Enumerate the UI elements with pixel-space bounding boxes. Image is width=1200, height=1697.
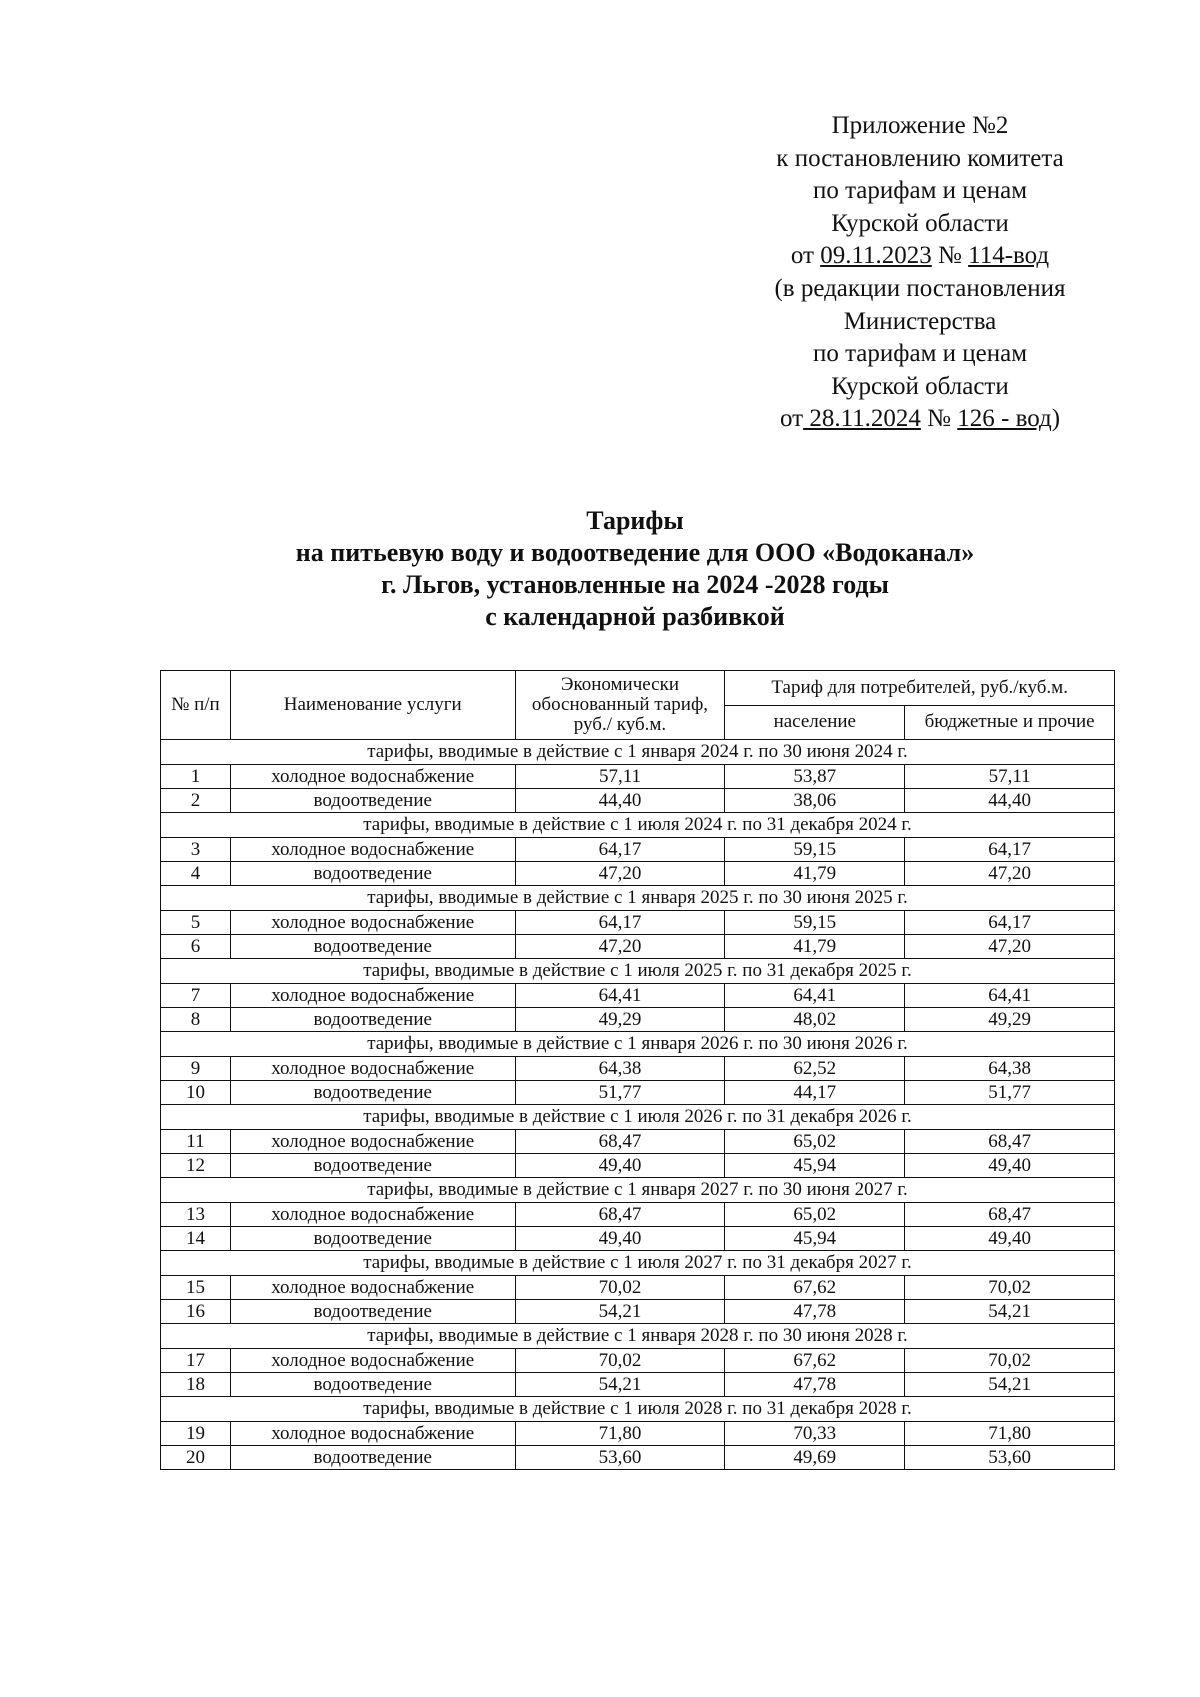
budget-tariff: 64,41 — [905, 984, 1115, 1008]
period-row — [161, 1397, 1115, 1422]
service-name: водоотведение — [230, 1227, 515, 1251]
service-name: водоотведение — [230, 935, 515, 959]
economic-tariff: 47,20 — [515, 862, 725, 886]
period-row — [161, 740, 1115, 765]
service-name: холодное водоснабжение — [230, 765, 515, 789]
population-tariff: 70,33 — [725, 1422, 905, 1446]
economic-tariff: 54,21 — [515, 1300, 725, 1324]
decree-reference — [720, 240, 1120, 273]
budget-tariff: 71,80 — [905, 1422, 1115, 1446]
economic-tariff: 49,29 — [515, 1008, 725, 1032]
population-tariff: 44,17 — [725, 1081, 905, 1105]
budget-tariff: 68,47 — [905, 1203, 1115, 1227]
population-tariff: 38,06 — [725, 789, 905, 813]
document-title — [160, 505, 1110, 633]
table-row — [161, 862, 1115, 886]
period-label: тарифы, вводимые в действие с 1 января 2025 г. по 30 июня 2025 г. — [161, 886, 1115, 911]
decree-date: 09.11.2023 — [820, 242, 932, 270]
header-num: № п/п — [161, 671, 231, 740]
economic-tariff: 70,02 — [515, 1349, 725, 1373]
budget-tariff: 49,29 — [905, 1008, 1115, 1032]
period-row — [161, 959, 1115, 984]
population-tariff: 45,94 — [725, 1154, 905, 1178]
table-row — [161, 984, 1115, 1008]
economic-tariff: 54,21 — [515, 1373, 725, 1397]
service-name: водоотведение — [230, 862, 515, 886]
row-number: 11 — [161, 1130, 231, 1154]
table-row — [161, 1154, 1115, 1178]
period-row — [161, 1032, 1115, 1057]
service-name: водоотведение — [230, 1081, 515, 1105]
table-row — [161, 1373, 1115, 1397]
row-number: 2 — [161, 789, 231, 813]
service-name: холодное водоснабжение — [230, 1130, 515, 1154]
row-number: 15 — [161, 1276, 231, 1300]
budget-tariff: 51,77 — [905, 1081, 1115, 1105]
budget-tariff: 44,40 — [905, 789, 1115, 813]
budget-tariff: 53,60 — [905, 1446, 1115, 1470]
title-line: Тарифы — [586, 506, 684, 535]
population-tariff: 67,62 — [725, 1349, 905, 1373]
budget-tariff: 49,40 — [905, 1227, 1115, 1251]
amendment-prefix: от — [779, 405, 804, 433]
row-number: 3 — [161, 838, 231, 862]
table-row — [161, 1057, 1115, 1081]
row-number: 13 — [161, 1203, 231, 1227]
row-number: 9 — [161, 1057, 231, 1081]
economic-tariff: 68,47 — [515, 1203, 725, 1227]
decree-number: 114-вод — [968, 242, 1050, 270]
decree-number-sign: № — [931, 242, 969, 270]
economic-tariff: 53,60 — [515, 1446, 725, 1470]
row-number: 16 — [161, 1300, 231, 1324]
table-row — [161, 1349, 1115, 1373]
economic-tariff: 64,41 — [515, 984, 725, 1008]
row-number: 19 — [161, 1422, 231, 1446]
table-row — [161, 1300, 1115, 1324]
period-row — [161, 1324, 1115, 1349]
service-name: холодное водоснабжение — [230, 911, 515, 935]
budget-tariff: 70,02 — [905, 1276, 1115, 1300]
period-row — [161, 886, 1115, 911]
population-tariff: 41,79 — [725, 862, 905, 886]
population-tariff: 47,78 — [725, 1300, 905, 1324]
appendix-line: по тарифам и ценам — [812, 177, 1028, 205]
period-label: тарифы, вводимые в действие с 1 июля 2025 г. по 31 декабря 2025 г. — [161, 959, 1115, 984]
economic-tariff: 64,38 — [515, 1057, 725, 1081]
table-row — [161, 1203, 1115, 1227]
amendment-reference — [720, 403, 1120, 436]
appendix-header — [720, 110, 1120, 436]
row-number: 7 — [161, 984, 231, 1008]
amendment-suffix: ) — [1051, 405, 1061, 433]
row-number: 14 — [161, 1227, 231, 1251]
row-number: 8 — [161, 1008, 231, 1032]
period-row — [161, 1105, 1115, 1130]
population-tariff: 59,15 — [725, 911, 905, 935]
period-row — [161, 813, 1115, 838]
budget-tariff: 64,17 — [905, 911, 1115, 935]
table-row — [161, 765, 1115, 789]
population-tariff: 53,87 — [725, 765, 905, 789]
row-number: 4 — [161, 862, 231, 886]
period-label: тарифы, вводимые в действие с 1 января 2024 г. по 30 июня 2024 г. — [161, 740, 1115, 765]
appendix-line: к постановлению комитета — [776, 144, 1064, 172]
economic-tariff: 51,77 — [515, 1081, 725, 1105]
row-number: 20 — [161, 1446, 231, 1470]
period-label: тарифы, вводимые в действие с 1 января 2027 г. по 30 июня 2027 г. — [161, 1178, 1115, 1203]
header-consumer-tariff: Тариф для потребителей, руб./куб.м. — [725, 671, 1115, 706]
period-label: тарифы, вводимые в действие с 1 июля 2026 г. по 31 декабря 2026 г. — [161, 1105, 1115, 1130]
row-number: 17 — [161, 1349, 231, 1373]
service-name: холодное водоснабжение — [230, 1057, 515, 1081]
population-tariff: 64,41 — [725, 984, 905, 1008]
appendix-line: Министерства — [843, 307, 997, 335]
table-row — [161, 1446, 1115, 1470]
table-row — [161, 911, 1115, 935]
service-name: холодное водоснабжение — [230, 984, 515, 1008]
period-label: тарифы, вводимые в действие с 1 января 2026 г. по 30 июня 2026 г. — [161, 1032, 1115, 1057]
appendix-line: по тарифам и ценам — [812, 340, 1028, 368]
table-row — [161, 789, 1115, 813]
service-name: водоотведение — [230, 1008, 515, 1032]
amendment-number: 126 - вод — [957, 405, 1052, 433]
budget-tariff: 64,38 — [905, 1057, 1115, 1081]
tariffs-table — [160, 670, 1115, 1470]
budget-tariff: 47,20 — [905, 935, 1115, 959]
budget-tariff: 49,40 — [905, 1154, 1115, 1178]
population-tariff: 62,52 — [725, 1057, 905, 1081]
header-economic-tariff: Экономически обоснованный тариф, руб./ куб.м. — [515, 671, 725, 740]
header-budget: бюджетные и прочие — [905, 705, 1115, 740]
population-tariff: 45,94 — [725, 1227, 905, 1251]
service-name: водоотведение — [230, 789, 515, 813]
row-number: 5 — [161, 911, 231, 935]
service-name: холодное водоснабжение — [230, 1203, 515, 1227]
appendix-line: Курской области — [831, 372, 1009, 400]
service-name: холодное водоснабжение — [230, 1276, 515, 1300]
period-label: тарифы, вводимые в действие с 1 января 2028 г. по 30 июня 2028 г. — [161, 1324, 1115, 1349]
budget-tariff: 47,20 — [905, 862, 1115, 886]
row-number: 18 — [161, 1373, 231, 1397]
economic-tariff: 64,17 — [515, 838, 725, 862]
table-row — [161, 1081, 1115, 1105]
row-number: 1 — [161, 765, 231, 789]
period-label: тарифы, вводимые в действие с 1 июля 2024 г. по 31 декабря 2024 г. — [161, 813, 1115, 838]
population-tariff: 48,02 — [725, 1008, 905, 1032]
period-label: тарифы, вводимые в действие с 1 июля 2027 г. по 31 декабря 2027 г. — [161, 1251, 1115, 1276]
population-tariff: 67,62 — [725, 1276, 905, 1300]
title-line: г. Льгов, установленные на 2024 -2028 годы — [381, 570, 889, 599]
budget-tariff: 64,17 — [905, 838, 1115, 862]
header-service: Наименование услуги — [230, 671, 515, 740]
table-row — [161, 1227, 1115, 1251]
economic-tariff: 47,20 — [515, 935, 725, 959]
table-row — [161, 1422, 1115, 1446]
population-tariff: 41,79 — [725, 935, 905, 959]
population-tariff: 65,02 — [725, 1203, 905, 1227]
title-line: на питьевую воду и водоотведение для ООО «Водоканал» — [295, 538, 975, 567]
appendix-line: (в редакции постановления — [774, 274, 1066, 302]
row-number: 12 — [161, 1154, 231, 1178]
service-name: холодное водоснабжение — [230, 1422, 515, 1446]
budget-tariff: 68,47 — [905, 1130, 1115, 1154]
budget-tariff: 70,02 — [905, 1349, 1115, 1373]
decree-prefix: от — [790, 242, 821, 270]
population-tariff: 65,02 — [725, 1130, 905, 1154]
service-name: водоотведение — [230, 1373, 515, 1397]
economic-tariff: 57,11 — [515, 765, 725, 789]
economic-tariff: 44,40 — [515, 789, 725, 813]
appendix-title: Приложение №2 — [831, 112, 1009, 139]
service-name: водоотведение — [230, 1300, 515, 1324]
budget-tariff: 54,21 — [905, 1300, 1115, 1324]
period-label: тарифы, вводимые в действие с 1 июля 2028 г. по 31 декабря 2028 г. — [161, 1397, 1115, 1422]
table-row — [161, 838, 1115, 862]
economic-tariff: 49,40 — [515, 1227, 725, 1251]
population-tariff: 49,69 — [725, 1446, 905, 1470]
economic-tariff: 64,17 — [515, 911, 725, 935]
service-name: водоотведение — [230, 1154, 515, 1178]
service-name: водоотведение — [230, 1446, 515, 1470]
header-population: население — [725, 705, 905, 740]
population-tariff: 59,15 — [725, 838, 905, 862]
economic-tariff: 70,02 — [515, 1276, 725, 1300]
table-row — [161, 1276, 1115, 1300]
appendix-line: Курской области — [831, 209, 1009, 237]
population-tariff: 47,78 — [725, 1373, 905, 1397]
table-row — [161, 1130, 1115, 1154]
amendment-number-sign: № — [920, 405, 958, 433]
period-row — [161, 1251, 1115, 1276]
table-row — [161, 935, 1115, 959]
amendment-date: 28.11.2024 — [803, 405, 921, 433]
budget-tariff: 57,11 — [905, 765, 1115, 789]
economic-tariff: 71,80 — [515, 1422, 725, 1446]
economic-tariff: 68,47 — [515, 1130, 725, 1154]
economic-tariff: 49,40 — [515, 1154, 725, 1178]
table-row — [161, 1008, 1115, 1032]
service-name: холодное водоснабжение — [230, 838, 515, 862]
title-line: с календарной разбивкой — [485, 602, 785, 631]
row-number: 6 — [161, 935, 231, 959]
budget-tariff: 54,21 — [905, 1373, 1115, 1397]
period-row — [161, 1178, 1115, 1203]
service-name: холодное водоснабжение — [230, 1349, 515, 1373]
row-number: 10 — [161, 1081, 231, 1105]
